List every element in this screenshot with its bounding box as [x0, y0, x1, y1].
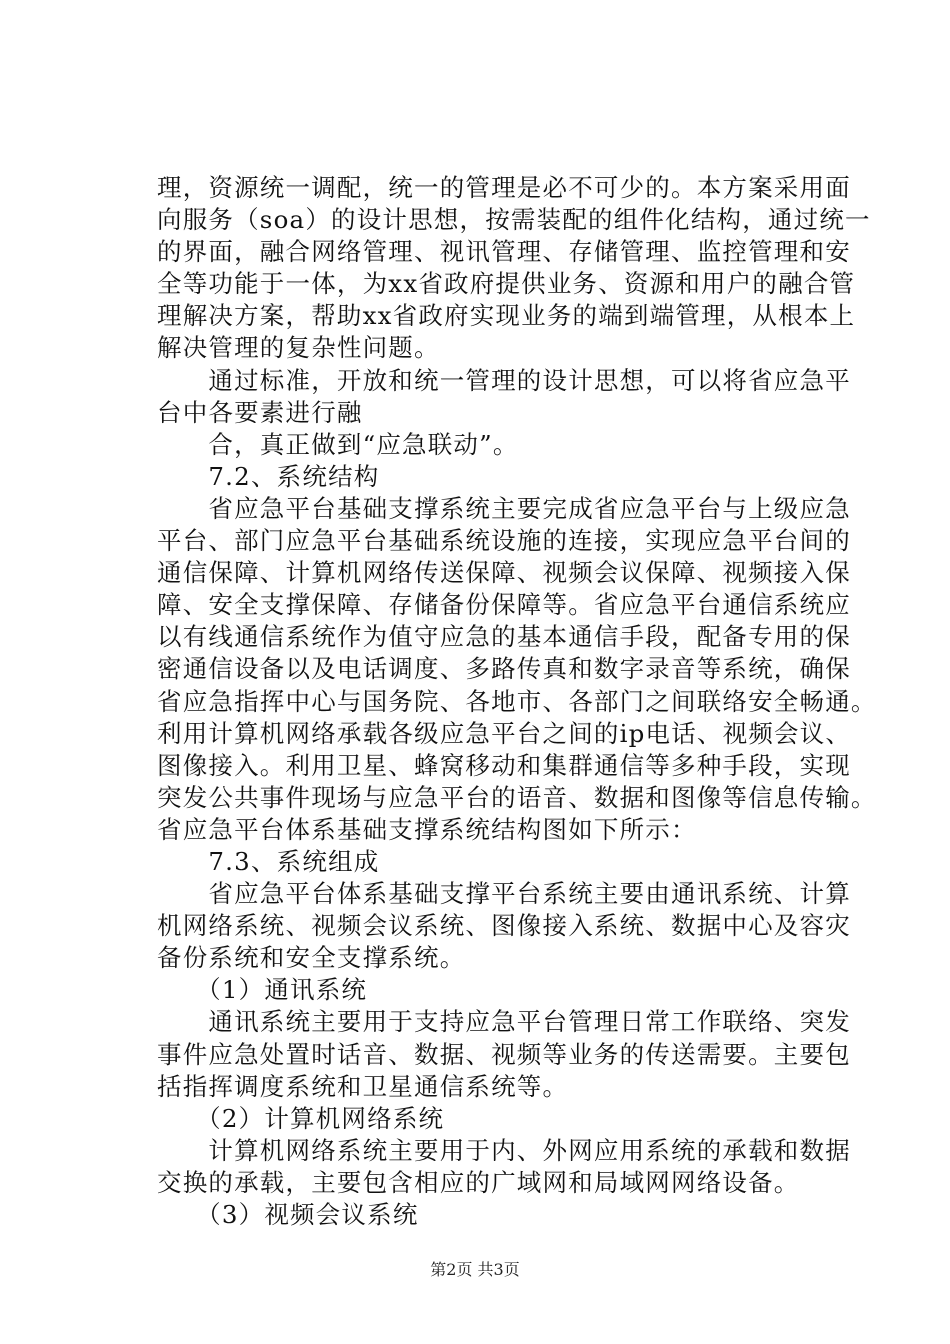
text-line: 台中各要素进行融: [157, 397, 363, 427]
text-line: 障、安全支撑保障、存储备份保障等。省应急平台通信系统应: [157, 590, 851, 620]
subsection-heading: （2）计算机网络系统: [157, 1103, 445, 1133]
text-line: 图像接入。利用卫星、蜂窝移动和集群通信等多种手段，实现: [157, 750, 851, 780]
text-line: 理解决方案，帮助xx省政府实现业务的端到端管理，从根本上: [157, 301, 856, 331]
text-line: 向服务（soa）的设计思想，按需装配的组件化结构，通过统一: [157, 205, 871, 235]
text-line: 突发公共事件现场与应急平台的语音、数据和图像等信息传输。: [157, 782, 877, 812]
text-line: 利用计算机网络承载各级应急平台之间的ip电话、视频会议、: [157, 718, 852, 748]
text-line: 全等功能于一体，为xx省政府提供业务、资源和用户的融合管: [157, 269, 856, 299]
section-heading: 7.2、系统结构: [157, 461, 380, 491]
text-line: 省应急平台基础支撑系统主要完成省应急平台与上级应急: [157, 493, 851, 523]
page-number-footer: 第2页 共3页: [430, 1260, 520, 1279]
text-line: 括指挥调度系统和卫星通信系统等。: [157, 1071, 569, 1101]
text-line: 合，真正做到“应急联动”。: [157, 429, 519, 459]
section-heading: 7.3、系统组成: [157, 846, 380, 876]
text-line: 机网络系统、视频会议系统、图像接入系统、数据中心及容灾: [157, 911, 851, 941]
text-line: 通信保障、计算机网络传送保障、视频会议保障、视频接入保: [157, 558, 851, 588]
text-line: 省应急指挥中心与国务院、各地市、各部门之间联络安全畅通。: [157, 686, 877, 716]
text-line: 通讯系统主要用于支持应急平台管理日常工作联络、突发: [157, 1007, 851, 1037]
text-line: 备份系统和安全支撑系统。: [157, 943, 466, 973]
text-line: 以有线通信系统作为值守应急的基本通信手段，配备专用的保: [157, 622, 851, 652]
subsection-heading: （1）通讯系统: [157, 975, 368, 1005]
text-line: 通过标准，开放和统一管理的设计思想，可以将省应急平: [157, 365, 851, 395]
text-line: 省应急平台体系基础支撑平台系统主要由通讯系统、计算: [157, 879, 851, 909]
text-line: 理，资源统一调配，统一的管理是必不可少的。本方案采用面: [157, 173, 851, 202]
text-line: 交换的承载，主要包含相应的广域网和局域网网络设备。: [157, 1167, 800, 1197]
text-line: 事件应急处置时话音、数据、视频等业务的传送需要。主要包: [157, 1039, 851, 1069]
text-line: 密通信设备以及电话调度、多路传真和数字录音等系统，确保: [157, 654, 851, 684]
text-line: 的界面，融合网络管理、视讯管理、存储管理、监控管理和安: [157, 237, 851, 267]
subsection-heading: （3）视频会议系统: [157, 1200, 419, 1229]
text-line: 省应急平台体系基础支撑系统结构图如下所示：: [157, 814, 697, 844]
document-body: [157, 172, 877, 1231]
text-line: 平台、部门应急平台基础系统设施的连接，实现应急平台间的: [157, 526, 851, 556]
text-line: 计算机网络系统主要用于内、外网应用系统的承载和数据: [157, 1135, 851, 1165]
text-line: 解决管理的复杂性问题。: [157, 333, 440, 363]
